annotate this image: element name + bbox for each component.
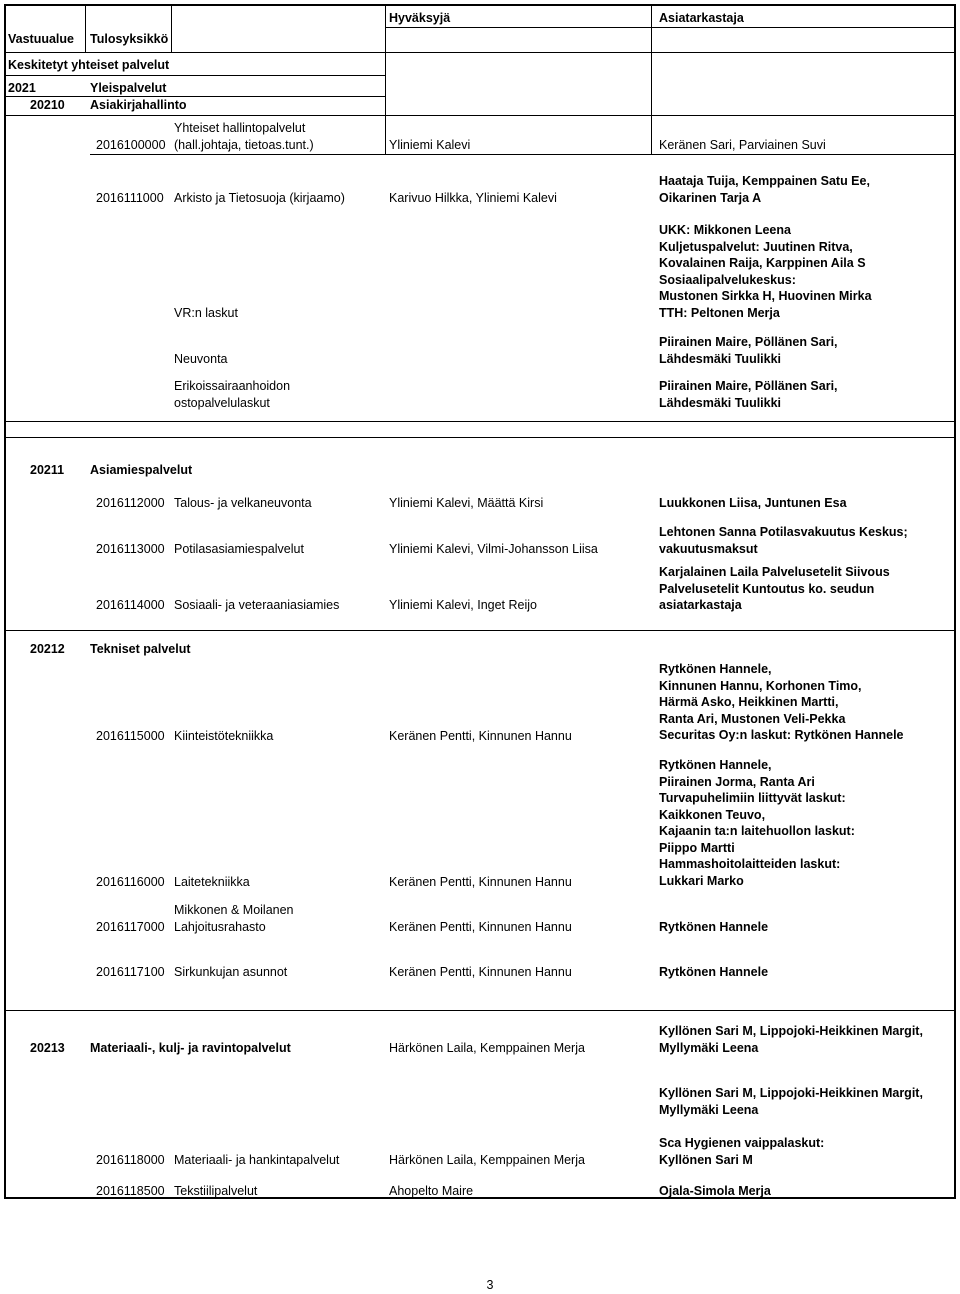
row-16-area: 20213: [30, 1041, 65, 1055]
header-line-2: [4, 52, 956, 53]
row-9-inspector: Lehtonen Sanna Potilasvakuutus Keskus; vakuutusmaksut: [659, 525, 908, 556]
row-8-inspector: Luukkonen Liisa, Juntunen Esa: [659, 496, 847, 510]
row-14-unit: Mikkonen & Moilanen Lahjoitusrahasto: [174, 903, 294, 934]
header-line-3: [4, 75, 385, 76]
row-19-unit: Tekstiilipalvelut: [174, 1184, 258, 1198]
row-19-inspector: Ojala-Simola Merja: [659, 1184, 771, 1198]
header-vline-2: [171, 4, 172, 52]
row-13-area: 2016116000: [96, 875, 165, 889]
row-19-area: 2016118500: [96, 1184, 165, 1198]
header-vline-3: [385, 4, 386, 154]
row-7-unit: Asiamiespalvelut: [90, 463, 193, 477]
header-line-1: [385, 27, 956, 28]
row-14-area: 2016117000: [96, 920, 165, 934]
row-14-inspector: Rytkönen Hannele: [659, 920, 769, 934]
row-15-inspector: Rytkönen Hannele: [659, 965, 769, 979]
row-9-area: 2016113000: [96, 542, 165, 556]
row-12-unit: Kiinteistötekniikka: [174, 729, 274, 743]
row-7-area: 20211: [30, 463, 65, 477]
row-19-approver: Ahopelto Maire: [389, 1184, 474, 1198]
row-10-area: 2016114000: [96, 598, 165, 612]
row-12-inspector: Rytkönen Hannele, Kinnunen Hannu, Korhonen Timo, Härmä Asko, Heikkinen Martti, Ranta Ari, Mustonen Veli-Pekka Securitas Oy:n laskut: Rytkönen Hannele: [659, 662, 904, 742]
row-13-approver: Keränen Pentti, Kinnunen Hannu: [389, 875, 572, 889]
row-16-approver: Härkönen Laila, Kemppainen Merja: [389, 1041, 585, 1055]
row-16-inspector: Kyllönen Sari M, Lippojoki-Heikkinen Margit, Myllymäki Leena: [659, 1024, 923, 1055]
row-12-area: 2016115000: [96, 729, 165, 743]
row-0-unit: Yleispalvelut: [90, 81, 167, 95]
border-left: [4, 4, 6, 1199]
row-2-unit: Yhteiset hallintopalvelut (hall.johtaja, tietoas.tunt.): [174, 121, 314, 152]
row-2-area: 2016100000: [96, 138, 166, 152]
row-4-inspector: UKK: Mikkonen Leena Kuljetuspalvelut: Juutinen Ritva, Kovalainen Raija, Karppinen Aila S Sosiaalipalvelukeskus: Mustonen Sirkka H, Huovinen Mirka TTH: Peltonen Merja: [659, 223, 872, 320]
row-6-inspector: Piirainen Maire, Pöllänen Sari, Lähdesmäki Tuulikki: [659, 379, 838, 410]
row-8-approver: Yliniemi Kalevi, Määttä Kirsi: [389, 496, 544, 510]
row-8-area: 2016112000: [96, 496, 165, 510]
row-16-unit: Materiaali-, kulj- ja ravintopalvelut: [90, 1041, 291, 1055]
row-8-unit: Talous- ja velkaneuvonta: [174, 496, 312, 510]
row-13-inspector: Rytkönen Hannele, Piirainen Jorma, Ranta Ari Turvapuhelimiin liittyvät laskut: Kaikkonen Teuvo, Kajaanin ta:n laitehuollon laskut: Piippo Martti Hammashoitolaitteiden laskut: Lukkari Marko: [659, 758, 855, 888]
row-18-area: 2016118000: [96, 1153, 165, 1167]
row-10-inspector: Karjalainen Laila Palvelusetelit Siivous Palvelusetelit Kuntoutus ko. seudun asiatarkastaja: [659, 565, 890, 612]
header-tulosyksikko: Tulosyksikkö: [90, 32, 169, 46]
row-10-approver: Yliniemi Kalevi, Inget Reijo: [389, 598, 537, 612]
row-line-4: [4, 421, 956, 422]
border-right: [954, 4, 956, 1199]
section-title: Keskitetyt yhteiset palvelut: [8, 58, 170, 72]
row-5-unit: Neuvonta: [174, 352, 228, 366]
header-vastuualue: Vastuualue: [8, 32, 74, 46]
row-13-unit: Laitetekniikka: [174, 875, 250, 889]
page-number: 3: [486, 1278, 494, 1292]
row-10-unit: Sosiaali- ja veteraaniasiamies: [174, 598, 340, 612]
header-vline-1: [85, 4, 86, 52]
header-asiatarkastaja: Asiatarkastaja: [659, 11, 744, 25]
row-15-unit: Sirkunkujan asunnot: [174, 965, 288, 979]
row-3-approver: Karivuo Hilkka, Yliniemi Kalevi: [389, 191, 557, 205]
row-2-inspector: Keränen Sari, Parviainen Suvi: [659, 138, 826, 152]
row-1-area: 20210: [30, 98, 65, 112]
row-4-unit: VR:n laskut: [174, 306, 238, 320]
row-9-approver: Yliniemi Kalevi, Vilmi-Johansson Liisa: [389, 542, 598, 556]
row-2-approver: Yliniemi Kalevi: [389, 138, 471, 152]
row-line-7: [4, 1010, 956, 1011]
row-14-approver: Keränen Pentti, Kinnunen Hannu: [389, 920, 572, 934]
row-3-unit: Arkisto ja Tietosuoja (kirjaamo): [174, 191, 345, 205]
row-18-inspector: Sca Hygienen vaippalaskut: Kyllönen Sari M: [659, 1136, 825, 1167]
row-18-unit: Materiaali- ja hankintapalvelut: [174, 1153, 340, 1167]
row-1-unit: Asiakirjahallinto: [90, 98, 187, 112]
row-15-approver: Keränen Pentti, Kinnunen Hannu: [389, 965, 572, 979]
header-hyvaksyja: Hyväksyjä: [389, 11, 451, 25]
row-3-area: 2016111000: [96, 191, 164, 205]
row-line-2: [4, 115, 956, 116]
row-line-3: [90, 154, 956, 155]
row-line-6: [4, 630, 956, 631]
row-0-area: 2021: [8, 81, 36, 95]
row-12-approver: Keränen Pentti, Kinnunen Hannu: [389, 729, 572, 743]
row-18-approver: Härkönen Laila, Kemppainen Merja: [389, 1153, 585, 1167]
row-9-unit: Potilasasiamiespalvelut: [174, 542, 304, 556]
row-15-area: 2016117100: [96, 965, 165, 979]
row-11-unit: Tekniset palvelut: [90, 642, 191, 656]
row-3-inspector: Haataja Tuija, Kemppainen Satu Ee, Oikarinen Tarja A: [659, 174, 870, 205]
header-vline-4: [651, 4, 652, 154]
row-6-unit: Erikoissairaanhoidon ostopalvelulaskut: [174, 379, 291, 410]
row-11-area: 20212: [30, 642, 65, 656]
row-5-inspector: Piirainen Maire, Pöllänen Sari, Lähdesmäki Tuulikki: [659, 335, 838, 366]
border-top: [4, 4, 956, 6]
row-17-inspector: Kyllönen Sari M, Lippojoki-Heikkinen Margit, Myllymäki Leena: [659, 1086, 923, 1117]
row-line-5: [4, 437, 956, 438]
